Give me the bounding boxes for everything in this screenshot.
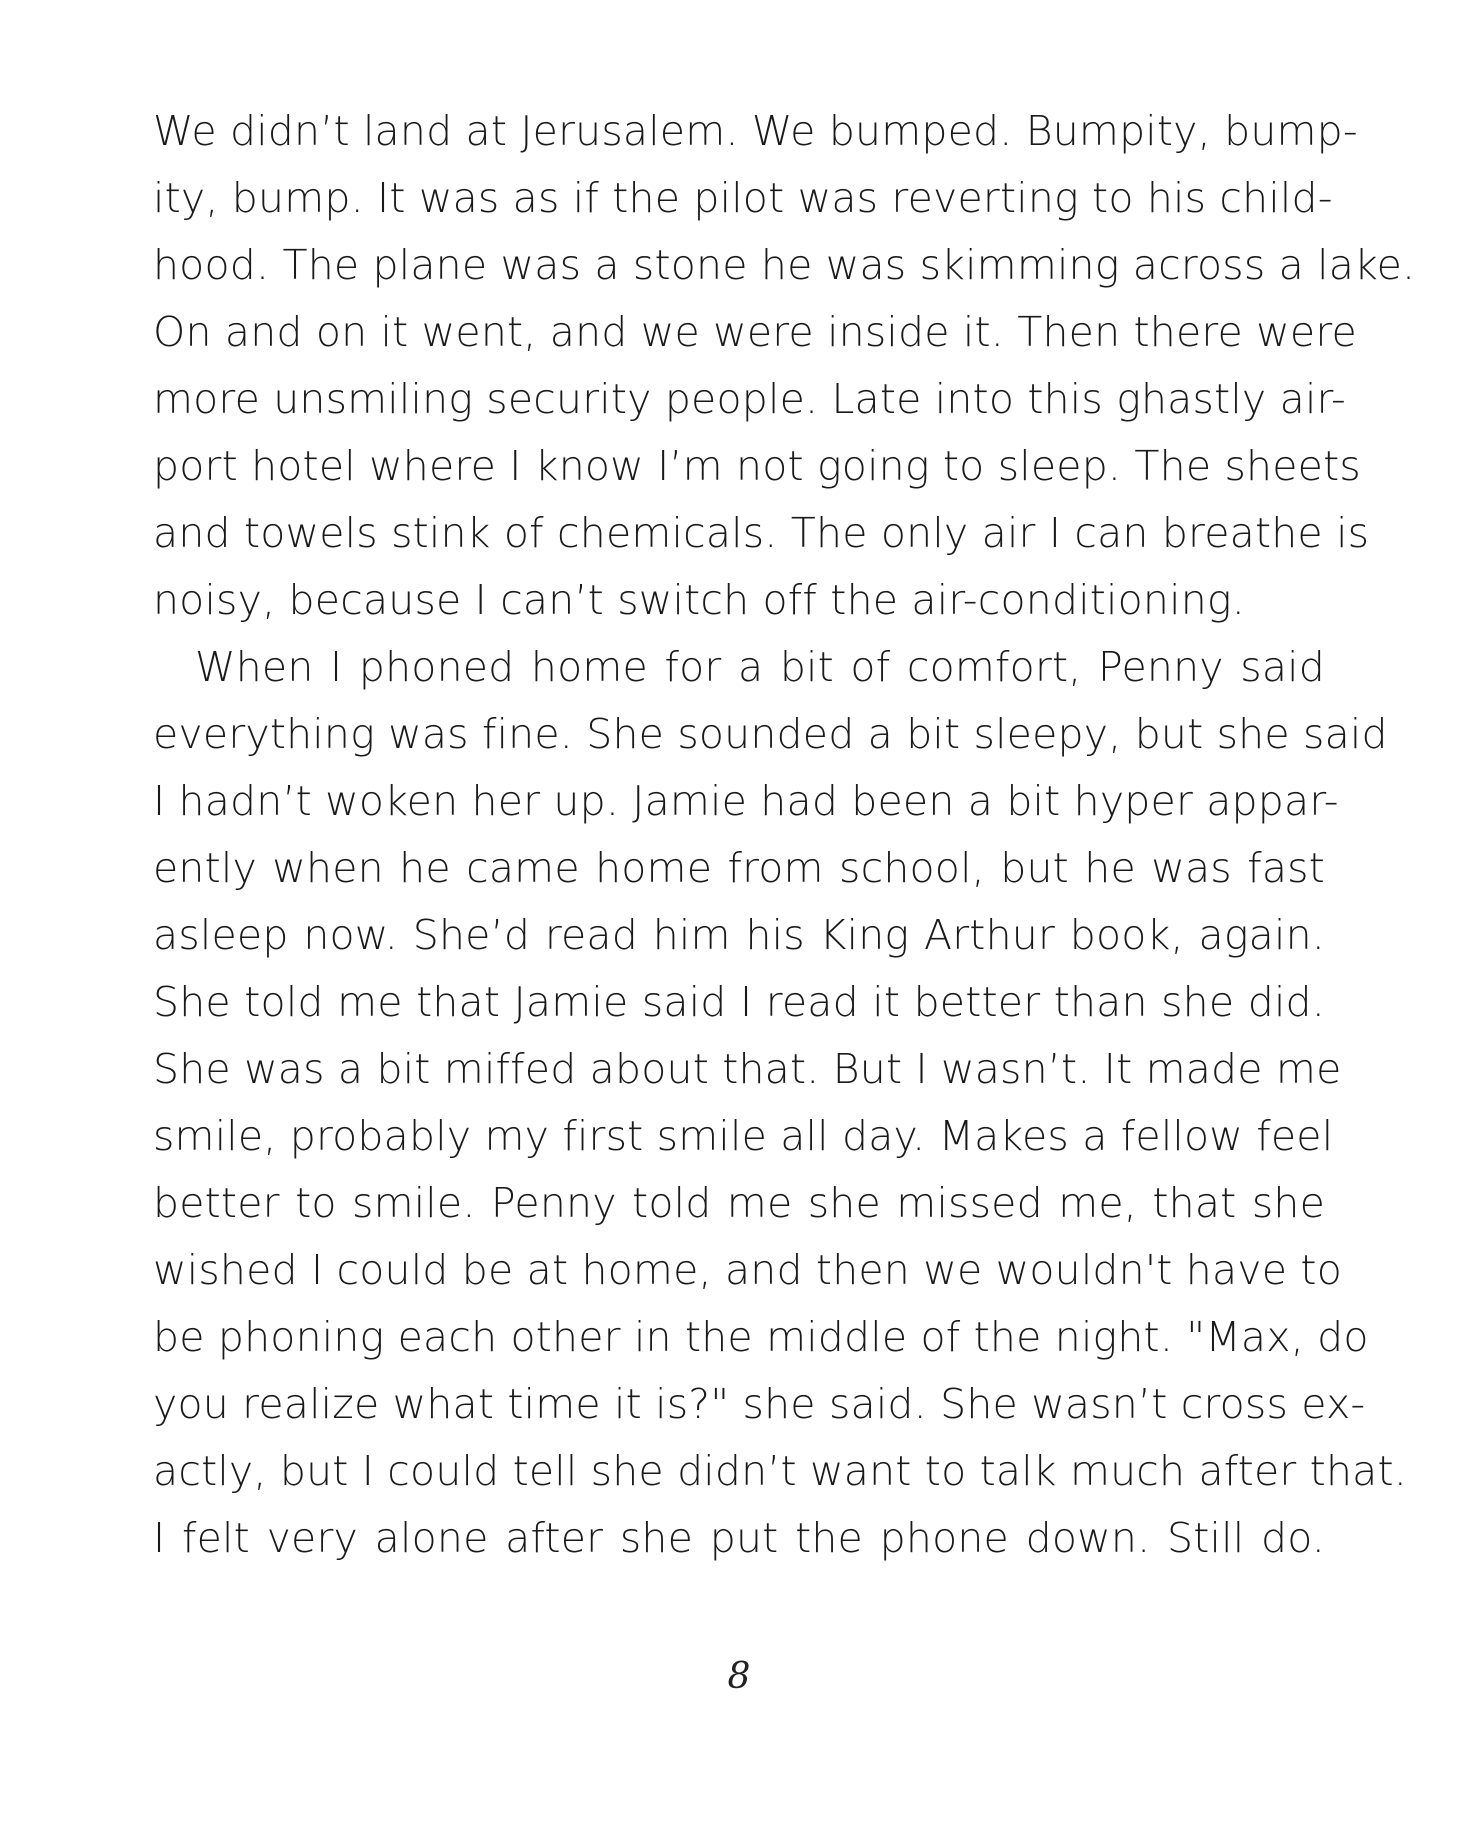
text-line: When I phoned home for a bit of comfort, Penny said [195,643,1325,691]
text-line: On and on it went, and we were inside it. Then there were [153,308,1357,356]
text-line: more unsmiling security people. Late into this ghastly air- [153,375,1346,423]
text-line: be phoning each other in the middle of the night. "Max, do [153,1313,1369,1361]
text-line: She was a bit miffed about that. But I wasn’t. It made me [153,1045,1342,1093]
text-line: everything was fine. She sounded a bit sleepy, but she said [153,710,1388,758]
page-number: 8 [727,1656,751,1697]
text-line: port hotel where I know I’m not going to sleep. The sheets [153,442,1361,490]
text-line: She told me that Jamie said I read it better than she did. [153,978,1325,1026]
text-line: ently when he came home from school, but he was fast [153,844,1325,892]
paragraph-1 [153,98,1416,634]
text-line: I hadn’t woken her up. Jamie had been a bit hyper appar- [153,777,1339,825]
text-line: ity, bump. It was as if the pilot was reverting to his child- [153,174,1333,222]
text-line: you realize what time it is?" she said. She wasn’t cross ex- [153,1380,1366,1428]
body-text [153,98,1416,1572]
text-line: noisy, because I can’t switch off the air-conditioning. [153,576,1245,624]
text-line: asleep now. She’d read him his King Arthur book, again. [153,911,1325,959]
text-line: and towels stink of chemicals. The only air I can breathe is [153,509,1370,557]
text-line: smile, probably my first smile all day. Makes a fellow feel [153,1112,1334,1160]
text-line: actly, but I could tell she didn’t want to talk much after that. [153,1447,1407,1495]
text-line: better to smile. Penny told me she missed me, that she [153,1179,1325,1227]
text-line: wished I could be at home, and then we wouldn't have to [153,1246,1342,1294]
text-line: I felt very alone after she put the phone down. Still do. [153,1514,1325,1562]
paragraph-2 [153,634,1407,1572]
text-line: hood. The plane was a stone he was skimming across a lake. [153,241,1416,289]
text-line: We didn’t land at Jerusalem. We bumped. Bumpity, bump- [153,107,1358,155]
